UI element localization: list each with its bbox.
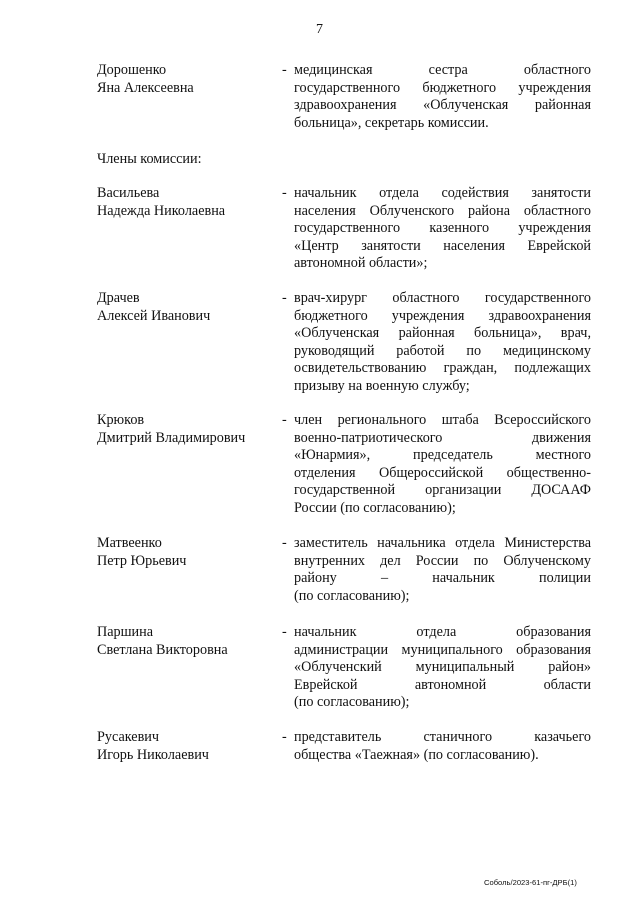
description-line: «Юнармия», председатель местного <box>294 447 591 463</box>
given-names: Дмитрий Владимирович <box>97 429 246 446</box>
dash-separator: - <box>282 624 287 640</box>
position-description <box>294 62 591 132</box>
description-line: представитель станичного казачьего <box>294 729 591 745</box>
description-line: государственного казенного учреждения <box>294 220 591 236</box>
description-line: врач-хирург областного государственного <box>294 290 591 306</box>
description-line: населения Облученского района областного <box>294 202 591 219</box>
surname: Матвеенко <box>97 535 162 551</box>
surname: Крюков <box>97 412 145 428</box>
position-description <box>294 535 591 605</box>
position-description <box>294 290 591 395</box>
description-line: призыву на военную службу; <box>294 377 470 394</box>
given-names: Светлана Викторовна <box>97 641 228 658</box>
given-names: Яна Алексеевна <box>97 79 194 96</box>
given-names: Алексей Иванович <box>97 307 211 324</box>
description-line: начальник отдела образования <box>294 624 591 640</box>
description-line: начальник отдела содействия занятости <box>294 185 591 201</box>
description-line: медицинская сестра областного <box>294 62 591 78</box>
given-names: Петр Юрьевич <box>97 552 187 569</box>
description-line: военно-патриотического движения <box>294 429 591 446</box>
description-line: общества «Таежная» (по согласованию). <box>294 746 539 763</box>
dash-separator: - <box>282 412 287 428</box>
position-description <box>294 412 591 517</box>
description-line: заместитель начальника отдела Министерства <box>294 535 591 551</box>
description-line: здравоохранения «Облученская районная <box>294 97 591 113</box>
dash-separator: - <box>282 729 287 745</box>
person-name <box>97 62 277 97</box>
description-line: внутренних дел России по Облученскому <box>294 552 591 569</box>
description-line: автономной области»; <box>294 255 428 271</box>
dash-separator: - <box>282 535 287 551</box>
surname: Васильева <box>97 185 160 201</box>
description-line: государственной организации ДОСААФ <box>294 482 591 498</box>
description-line: району – начальник полиции <box>294 570 591 586</box>
person-name <box>97 624 277 659</box>
description-line: член регионального штаба Всероссийского <box>294 412 591 428</box>
page-number: 7 <box>316 22 323 37</box>
position-description <box>294 729 591 764</box>
description-line: (по согласованию); <box>294 587 410 604</box>
person-name <box>97 185 277 220</box>
description-line: больница», секретарь комиссии. <box>294 114 489 131</box>
person-name <box>97 412 277 447</box>
description-line: государственного бюджетного учреждения <box>294 79 591 96</box>
description-line: администрации муниципального образования <box>294 641 591 658</box>
surname: Паршина <box>97 624 154 640</box>
person-name <box>97 535 277 570</box>
person-name <box>97 290 277 325</box>
surname: Драчев <box>97 290 140 306</box>
given-names: Надежда Николаевна <box>97 202 226 219</box>
position-description <box>294 185 591 273</box>
position-description <box>294 624 591 712</box>
description-line: «Облученская районная больница», врач, <box>294 325 591 341</box>
dash-separator: - <box>282 290 287 306</box>
dash-separator: - <box>282 185 287 201</box>
description-line: бюджетного учреждения здравоохранения <box>294 307 591 324</box>
description-line: освидетельствованию граждан, подлежащих <box>294 360 591 376</box>
given-names: Игорь Николаевич <box>97 746 209 763</box>
description-line: руководящий работой по медицинскому <box>294 342 591 359</box>
description-line: отделения Общероссийской общественно- <box>294 464 591 481</box>
description-line: «Облученский муниципальный район» <box>294 659 591 675</box>
document-code: Соболь/2023-61-пг-ДРБ(1) <box>484 878 577 887</box>
description-line: (по согласованию); <box>294 694 410 710</box>
person-name <box>97 729 277 764</box>
description-line: Еврейской автономной области <box>294 676 591 693</box>
members-heading: Члены комиссии: <box>97 151 202 167</box>
dash-separator: - <box>282 62 287 78</box>
description-line: «Центр занятости населения Еврейской <box>294 237 591 254</box>
description-line: России (по согласованию); <box>294 499 456 516</box>
surname: Дорошенко <box>97 62 167 78</box>
surname: Русакевич <box>97 729 160 745</box>
